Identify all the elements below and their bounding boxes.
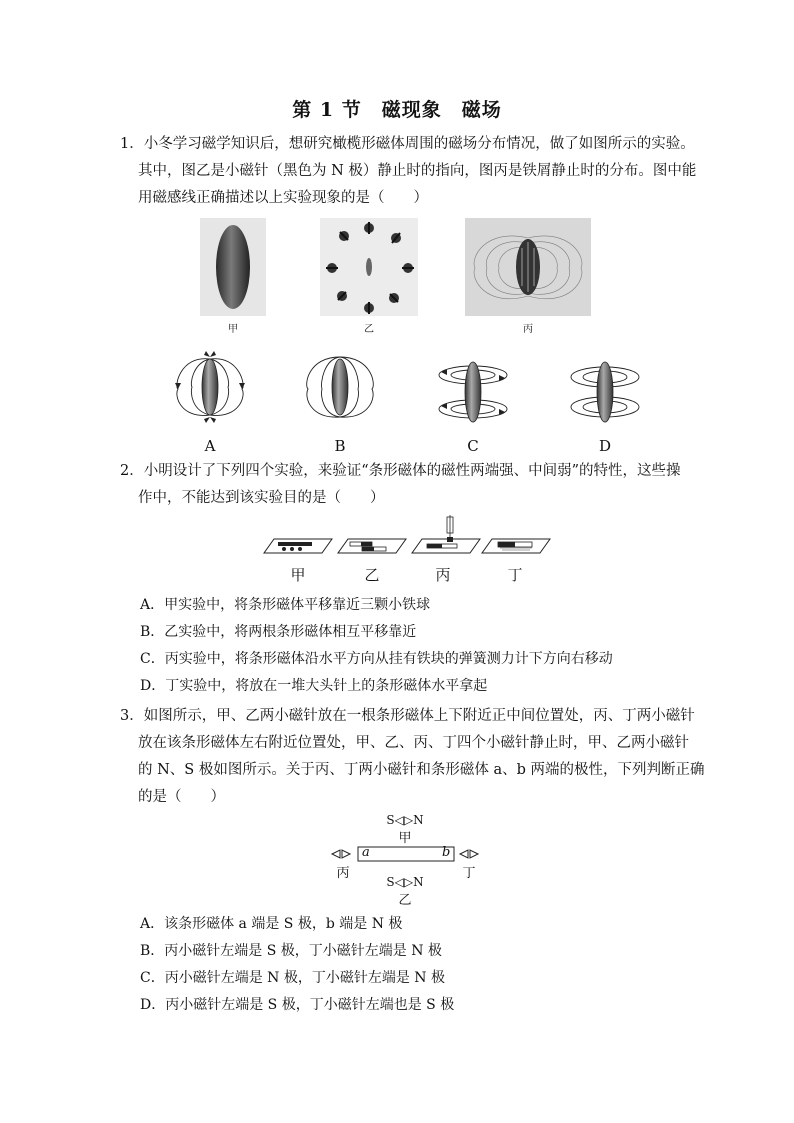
photo-compass-needles bbox=[320, 218, 418, 316]
photo-label-yi: 乙 bbox=[364, 324, 374, 335]
q2-label-ding: 丁 bbox=[507, 566, 523, 584]
magnet-end-b: b bbox=[442, 845, 451, 860]
needle-jia-name: 甲 bbox=[398, 831, 412, 846]
diagram-option-a bbox=[170, 345, 250, 430]
diagram-option-b bbox=[300, 345, 380, 430]
option-label-a: A bbox=[204, 437, 216, 455]
q3-line-4: 的是（ ） bbox=[138, 789, 225, 805]
q2-label-yi: 乙 bbox=[364, 566, 380, 584]
q2-experiments-figure bbox=[262, 515, 552, 560]
photo-iron-filings bbox=[465, 218, 591, 316]
q3-option-a: A．该条形磁体 a 端是 S 极，b 端是 N 极 bbox=[140, 916, 403, 932]
q3-line-3: 的 N、S 极如图所示。关于丙、丁两小磁针和条形磁体 a、b 两端的极性，下列判断正确 bbox=[138, 762, 705, 778]
q2-line-2: 作中，不能达到该实验目的是（ ） bbox=[138, 490, 385, 506]
q2-option-b: B．乙实验中，将两根条形磁体相互平移靠近 bbox=[140, 624, 417, 640]
needle-jia-poles: S◁▷N bbox=[386, 813, 424, 827]
q2-option-c: C．丙实验中，将条形磁体沿水平方向从挂有铁块的弹簧测力计下方向右移动 bbox=[140, 651, 613, 667]
q2-option-d: D．丁实验中，将放在一堆大头针上的条形磁体水平拿起 bbox=[140, 678, 488, 694]
diagram-option-d bbox=[565, 355, 645, 430]
q2-line-1: 2．小明设计了下列四个实验，来验证“条形磁体的磁性两端强、中间弱”的特性，这些操 bbox=[120, 463, 681, 479]
photo-label-jia: 甲 bbox=[228, 324, 238, 335]
q3-option-c: C．丙小磁针左端是 N 极，丁小磁针左端是 N 极 bbox=[140, 970, 446, 986]
q2-label-bing: 丙 bbox=[435, 566, 451, 584]
q3-option-b: B．丙小磁针左端是 S 极，丁小磁针左端是 N 极 bbox=[140, 943, 442, 959]
photo-olive-magnet bbox=[200, 218, 266, 316]
needle-ding-name: 丁 bbox=[462, 866, 476, 881]
page-title: 第 1 节 磁现象 磁场 bbox=[292, 99, 502, 121]
photo-label-bing: 丙 bbox=[523, 324, 533, 335]
magnet-end-a: a bbox=[362, 845, 370, 860]
q1-line-2: 其中，图乙是小磁针（黑色为 N 极）静止时的指向，图丙是铁屑静止时的分布。图中能 bbox=[138, 163, 697, 179]
option-label-b: B bbox=[334, 437, 346, 455]
needle-yi-name: 乙 bbox=[398, 893, 412, 908]
q1-line-1: 1．小冬学习磁学知识后，想研究橄榄形磁体周围的磁场分布情况，做了如图所示的实验。 bbox=[120, 136, 695, 152]
q2-option-a: A．甲实验中，将条形磁体平移靠近三颗小铁球 bbox=[140, 597, 431, 613]
q3-option-d: D．丙小磁针左端是 S 极，丁小磁针左端也是 S 极 bbox=[140, 997, 455, 1013]
needle-yi-poles: S◁▷N bbox=[386, 875, 424, 889]
q1-line-3: 用磁感线正确描述以上实验现象的是（ ） bbox=[138, 190, 428, 206]
needle-bing-name: 丙 bbox=[336, 866, 350, 881]
q3-line-1: 3．如图所示，甲、乙两小磁针放在一根条形磁体上下附近正中间位置处，丙、丁两小磁针 bbox=[120, 708, 695, 724]
option-label-d: D bbox=[598, 437, 612, 455]
option-label-c: C bbox=[467, 437, 479, 455]
diagram-option-c bbox=[433, 355, 513, 430]
q3-line-2: 放在该条形磁体左右附近位置处，甲、乙、丙、丁四个小磁针静止时，甲、乙两小磁针 bbox=[138, 735, 689, 751]
q2-label-jia: 甲 bbox=[290, 566, 306, 584]
